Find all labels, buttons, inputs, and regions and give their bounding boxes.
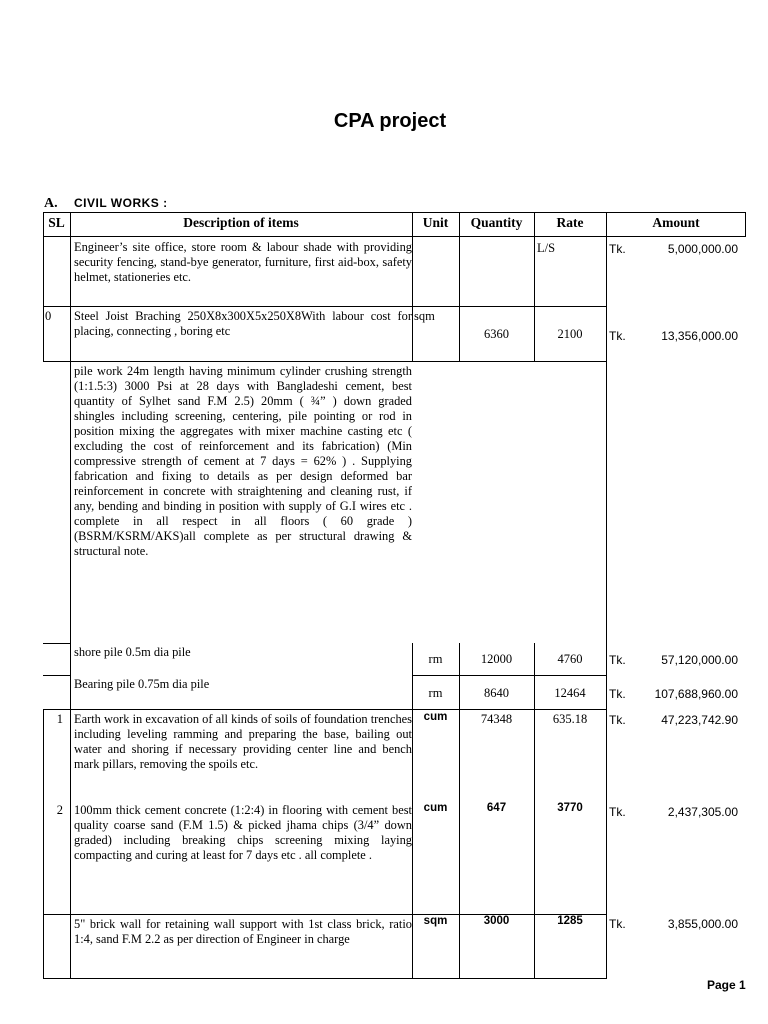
row-amount: 13,356,000.00 bbox=[661, 329, 738, 343]
row-quantity: 3000 bbox=[483, 915, 510, 927]
row-quantity: 6360 bbox=[484, 327, 509, 341]
page-number: Page 1 bbox=[707, 978, 746, 992]
row-quantity: 647 bbox=[486, 802, 507, 814]
row-currency: Tk. bbox=[609, 805, 626, 819]
header-sl: SL bbox=[48, 215, 65, 230]
row-amount: 47,223,742.90 bbox=[661, 713, 738, 727]
section-letter: A. bbox=[44, 196, 58, 211]
table-rule bbox=[70, 212, 71, 979]
row-amount: 3,855,000.00 bbox=[667, 917, 738, 931]
row-quantity: 12000 bbox=[480, 652, 513, 666]
table-rule bbox=[412, 675, 606, 676]
row-currency: Tk. bbox=[609, 653, 626, 667]
row-sl: 1 bbox=[56, 712, 63, 726]
table-rule bbox=[43, 675, 70, 676]
row-description: 5" brick wall for retaining wall support with 1st class brick, ratio 1:4, sand F.M 2.2 as per direction of Engineer in charge bbox=[74, 917, 412, 946]
header-quantity: Quantity bbox=[470, 215, 523, 230]
row-description: Earth work in excavation of all kinds of soils of foundation trenches including leveling ramming and preparing the base, bailing out water and shoring if necessary providing center line and bench mark pillars, removing the spoils etc. bbox=[74, 712, 412, 771]
table-rule bbox=[43, 306, 606, 307]
row-description: Bearing pile 0.75m dia pile bbox=[74, 677, 210, 691]
row-amount: 57,120,000.00 bbox=[661, 653, 738, 667]
table-rule bbox=[412, 212, 413, 362]
row-rate: 1285 bbox=[557, 915, 583, 927]
row-currency: Tk. bbox=[609, 917, 626, 931]
row-description: Steel Joist Braching 250X8x300X5x250X8With labour cost for placing, connecting , boring etc bbox=[74, 309, 412, 338]
section-title: CIVIL WORKS : bbox=[74, 196, 168, 210]
row-currency: Tk. bbox=[609, 713, 626, 727]
row-unit: rm bbox=[428, 652, 443, 666]
table-rule bbox=[43, 212, 44, 362]
row-description: shore pile 0.5m dia pile bbox=[74, 645, 191, 659]
row-unit: cum bbox=[423, 802, 448, 814]
row-amount: 107,688,960.00 bbox=[654, 687, 738, 701]
table-rule bbox=[43, 212, 746, 213]
row-rate: 3770 bbox=[557, 802, 583, 814]
row-unit: cum bbox=[423, 711, 448, 723]
document-title: CPA project bbox=[333, 110, 447, 132]
row-rate: 2100 bbox=[557, 327, 583, 341]
header-rate: Rate bbox=[556, 215, 584, 230]
row-rate: L/S bbox=[537, 241, 556, 255]
row-amount: 5,000,000.00 bbox=[667, 242, 738, 256]
row-quantity: 74348 bbox=[480, 712, 513, 726]
row-rate: 4760 bbox=[557, 652, 583, 666]
table-rule bbox=[43, 236, 746, 237]
table-rule bbox=[43, 361, 606, 362]
table-rule bbox=[606, 212, 607, 979]
row-unit: sqm bbox=[423, 915, 448, 927]
row-unit: sqm bbox=[414, 309, 435, 323]
row-currency: Tk. bbox=[609, 242, 626, 256]
row-description: Engineer’s site office, store room & labour shade with providing security fencing, stand-bye generator, furniture, first aid-box, safety helmet, stationeries etc. bbox=[74, 240, 412, 284]
row-unit: rm bbox=[428, 686, 443, 700]
table-rule bbox=[43, 643, 70, 644]
row-description: 100mm thick cement concrete (1:2:4) in flooring with cement best quality coarse sand (F.M 1.5) & picked jhama chips (3/4” down graded) including breaking chips screening mixing laying compacting and curing at least for 7 days etc . all complete . bbox=[74, 803, 412, 862]
table-rule bbox=[43, 709, 606, 710]
table-rule bbox=[43, 978, 606, 979]
row-sl: 2 bbox=[56, 803, 63, 817]
row-sl: 0 bbox=[45, 309, 52, 323]
row-currency: Tk. bbox=[609, 687, 626, 701]
row-amount: 2,437,305.00 bbox=[667, 805, 738, 819]
row-quantity: 8640 bbox=[484, 686, 509, 700]
row-description: pile work 24m length having minimum cylinder crushing strength (1:1.5:3) 3000 Psi at 28 days with Bangladeshi cement, best quantity of Sylhet sand F.M 2.5) 20mm ( ¾” ) down graded shingles including screening, centering, pile pointing or rod in position mixing the aggregates with mixer machine casting etc ( excluding the cost of reinforcement and its fabrication) (Min compressive strength of cement at 7 days = 62% ) . Supplying fabrication and fixing to details as per design deformed bar reinforcement in concrete with straightening and cleaning rust, if any, bending and binding in position with supply of G.I wires etc . complete in all respect in all floors ( 60 grade )(BSRM/KSRM/AKS)all complete as per structural drawing & structural note. bbox=[74, 364, 412, 558]
row-rate: 12464 bbox=[554, 686, 586, 700]
header-description: Description of items bbox=[183, 215, 299, 230]
table-rule bbox=[43, 709, 44, 979]
header-unit: Unit bbox=[422, 215, 449, 230]
header-amount: Amount bbox=[652, 215, 700, 230]
row-currency: Tk. bbox=[609, 329, 626, 343]
row-rate: 635.18 bbox=[552, 712, 588, 726]
